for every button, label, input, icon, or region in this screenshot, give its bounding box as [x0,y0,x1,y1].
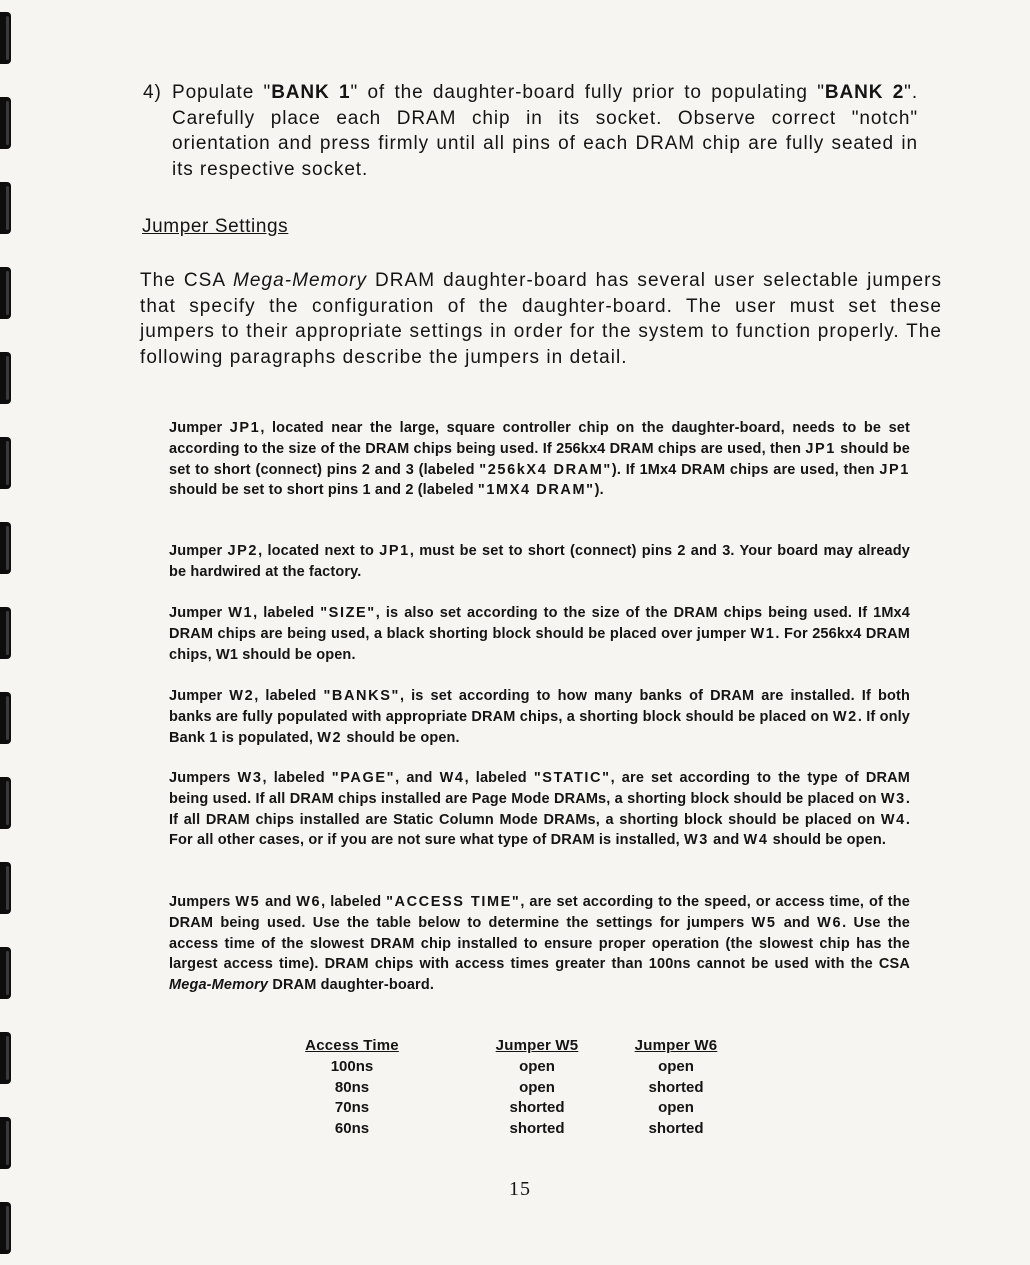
text-run: . If all DRAM chips installed are Static Column Mode DRAMs, a shorting block should be placed on [169,790,910,828]
text-run: ). If 1Mx4 DRAM chips are used, then [611,461,880,478]
text-run: ). [594,482,604,499]
text-run: " of the daughter-board fully prior to populating " [350,82,825,103]
jumper-id: W1 [228,605,254,621]
table-cell: open [519,1078,555,1096]
jumper-id: W5 [235,894,261,910]
text-run: , are set according to the speed, or access time, of the DRAM being used. Use the table below to determine the settings for jumpers [169,894,910,931]
text-run: Populate " [172,82,272,103]
text-run: Jumpers [169,894,236,910]
jumper-label: "STATIC" [533,770,611,786]
jumper-id: W4 [743,832,769,849]
product-name: Mega-Memory [169,977,269,994]
text-run: , must be set to short (connect) pins 2 and 3. Your board may already be hardwired at the factory. [169,543,910,580]
jumper-id: W2 [229,688,255,704]
text-run: , and [395,770,440,786]
text-run: , labeled [254,688,324,704]
bank-1-label: BANK 1 [271,82,351,103]
text-run: . Use the access time of the slowest DRAM chip installed to ensure proper operation (the slowest chip has the largest access time). DRAM chips with access times greater than 100ns cannot be used with the CSA [169,914,910,973]
jumper-label: "BANKS" [323,688,400,704]
jumper-w6-column [618,1036,734,1140]
w2-paragraph [169,686,910,748]
jumper-id: W2 [317,729,343,746]
jp1-paragraph [169,418,910,501]
table-cell: shorted [648,1120,704,1138]
access-time-table [0,1036,1030,1146]
jumper-label: "ACCESS TIME" [386,894,521,910]
text-run: , are set according to the type of DRAM being used. If all DRAM chips installed are Page Mode DRAMs, a shorting block should be placed on [169,770,910,807]
product-name: Mega-Memory [232,270,368,291]
binding-ring [0,777,11,829]
jumper-label: "1MX4 DRAM" [477,482,595,499]
binding-ring [0,862,11,914]
binding-ring [0,267,11,319]
table-cell: 100ns [330,1057,374,1075]
text-run: and [260,894,297,910]
jumper-id: JP1 [379,543,410,559]
step-number: 4) [143,82,162,103]
text-run: , labeled [262,770,332,786]
jumper-id: JP2 [227,543,259,559]
text-run: should be set to short (connect) pins 2 and 3 (labeled [169,440,911,478]
jumper-label: "SIZE" [320,605,376,621]
table-cell: 80ns [334,1078,370,1096]
text-run: . For 256kx4 DRAM chips, W1 should be open. [169,625,911,663]
step-4-paragraph [143,80,918,182]
text-run: DRAM daughter-board. [268,977,435,994]
jumper-id: W3 [880,790,906,807]
text-run: Jumper [169,688,230,704]
binding-ring [0,12,11,64]
text-run: , is also set according to the size of the DRAM chips being used. If 1Mx4 DRAM chips are being used, a black shorting block should be placed over jumper [169,605,910,642]
jumper-id: W3 [237,770,263,786]
jumper-id: W4 [439,770,465,786]
text-run: should be set to short pins 1 and 2 (labeled [169,482,478,499]
jumper-id: JP1 [805,440,836,457]
text-run: , located next to [258,543,380,559]
text-run: should be open. [768,832,887,849]
binding-ring [0,692,11,744]
text-run: DRAM daughter-board has several user selectable jumpers that specify the configuration of the daughter-board. The user must set these jumpers to their appropriate settings in order for the system to function properly. The following paragraphs describe the jumpers in detail. [140,270,943,368]
jumper-id: JP1 [229,420,261,436]
intro-paragraph [140,268,942,370]
binding-ring [0,1202,11,1254]
text-run: , labeled [321,894,387,910]
page-number: 15 [509,1178,531,1200]
text-run: and [708,832,744,849]
jumper-id: W5 [751,914,777,931]
text-run: Jumper [169,605,229,621]
column-header: Jumper W5 [495,1037,579,1054]
text-run: , labeled [253,605,321,621]
binding-ring [0,352,11,404]
text-run: , labeled [464,770,534,786]
w5-w6-paragraph [169,892,910,996]
text-run: and [776,914,818,931]
step-4-text [172,80,918,182]
binding-ring [0,607,11,659]
w3-w4-paragraph [169,768,910,851]
binding-ring [0,437,11,489]
text-run: , is set according to how many banks of DRAM are installed. If both banks are fully populated with appropriate DRAM chips, a shorting block should be placed on [169,688,910,725]
binding-ring [0,947,11,999]
text-run: . For all other cases, or if you are not sure what type of DRAM is installed, [169,811,910,849]
jumper-id: W4 [880,811,906,828]
text-run: The CSA [140,270,233,291]
table-cell: open [658,1057,694,1075]
table-cell: open [519,1057,555,1075]
jumper-id: W2 [832,708,858,725]
jumper-id: W1 [750,625,776,642]
table-cell: shorted [509,1120,565,1138]
jumper-id: W6 [296,894,322,910]
jumper-w5-column [476,1036,598,1140]
table-cell: shorted [648,1078,704,1096]
column-header: Access Time [305,1037,399,1054]
text-run: Jumpers [169,770,238,786]
jumper-label: "PAGE" [331,770,396,786]
column-header: Jumper W6 [634,1037,718,1054]
jp2-paragraph [169,541,910,583]
text-run: . If only Bank 1 is populated, [169,708,911,746]
table-cell: open [658,1099,694,1117]
table-cell: shorted [509,1099,565,1117]
binding-ring [0,522,11,574]
section-heading: Jumper Settings [142,216,289,237]
jumper-id: JP1 [879,461,910,478]
bank-2-label: BANK 2 [824,82,905,103]
jumper-id: W6 [817,914,843,931]
w1-paragraph [169,603,910,665]
table-cell: 70ns [334,1099,370,1117]
binding-ring [0,97,11,149]
text-run: Jumper [169,543,228,559]
access-time-column [292,1036,412,1140]
binding-ring [0,182,11,234]
jumper-id: W3 [683,832,709,849]
text-run: Jumper [169,420,230,436]
text-run: , located near the large, square controller chip on the daughter-board, needs to be set according to the size of the DRAM chips being used. If 256kx4 DRAM chips are used, then [169,420,910,457]
table-cell: 60ns [334,1120,370,1138]
jumper-label: "256kX4 DRAM" [479,461,612,478]
text-run: ". Carefully place each DRAM chip in its socket. Observe correct "notch" orientation and press firmly until all pins of each DRAM chip are fully seated in its respective socket. [172,82,918,180]
text-run: should be open. [342,729,460,746]
